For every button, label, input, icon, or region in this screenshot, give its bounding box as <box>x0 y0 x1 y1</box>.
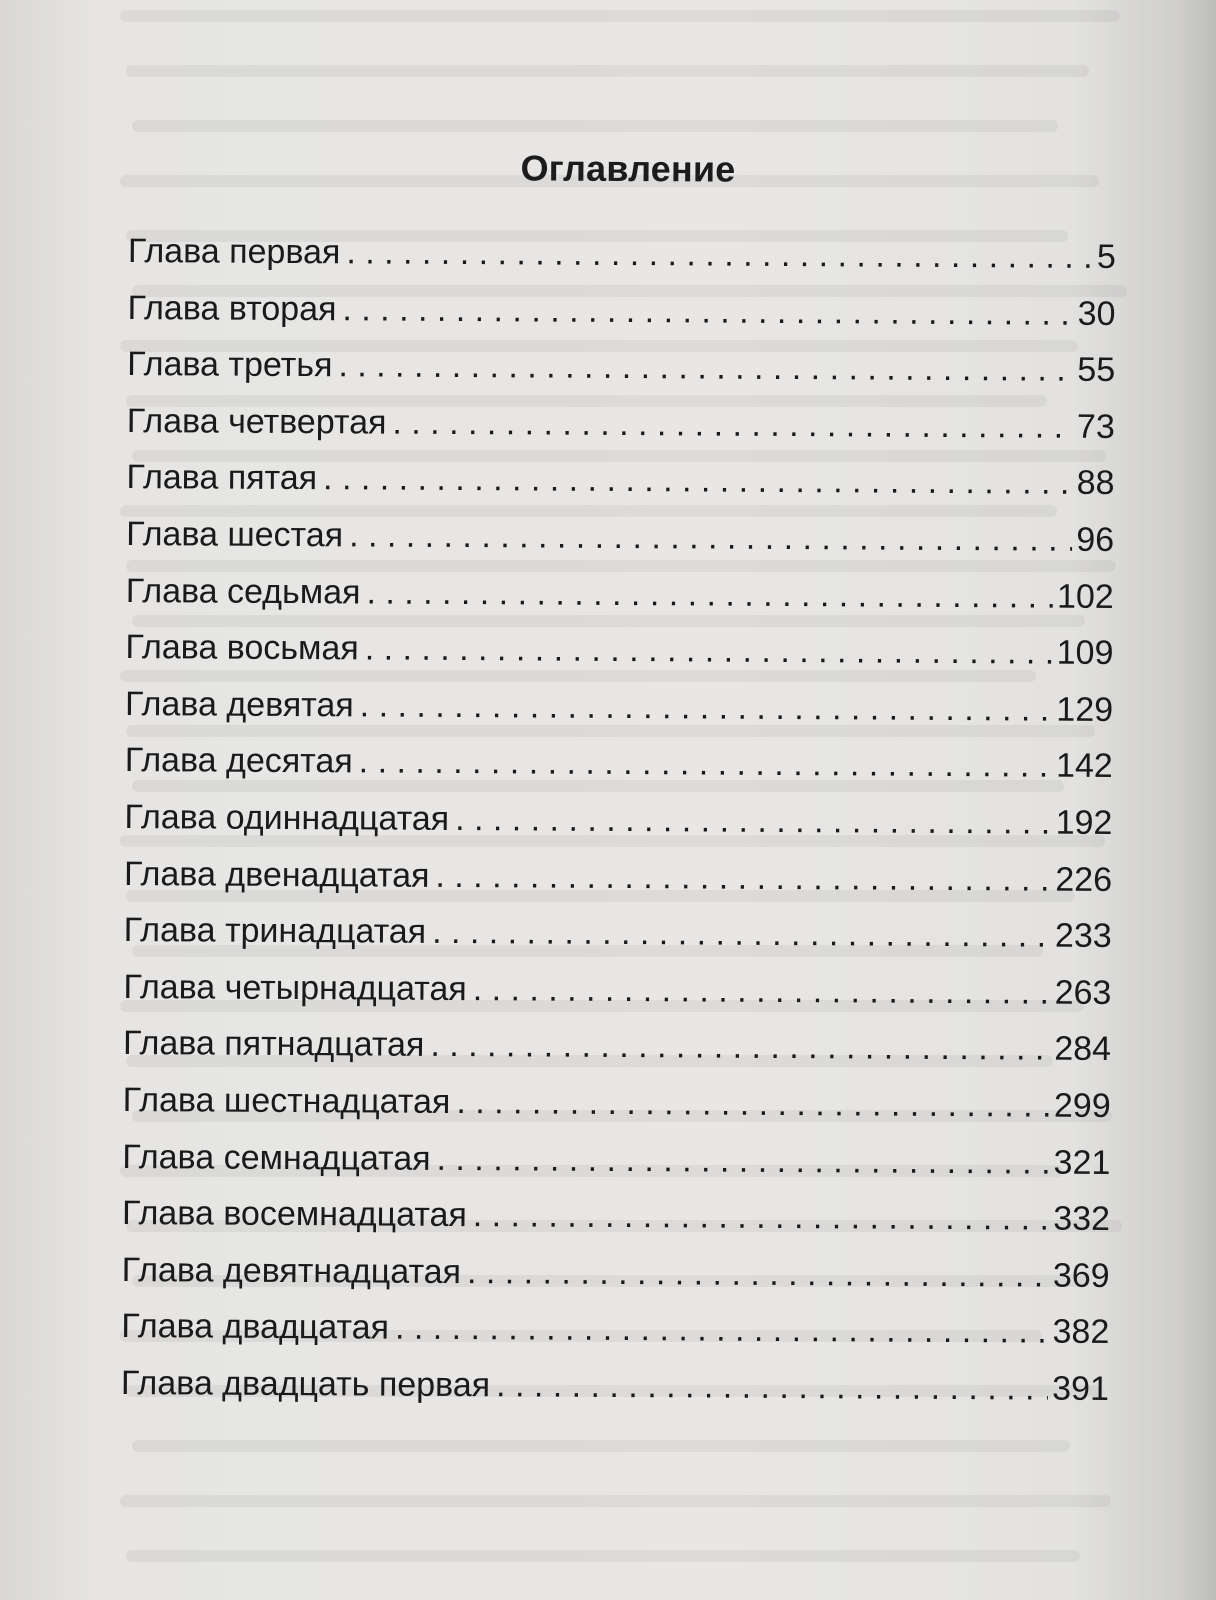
toc-entry <box>124 798 1112 861</box>
toc-entry <box>127 345 1115 408</box>
chapter-title: Глава седьмая <box>125 571 361 611</box>
toc-entry <box>124 855 1112 918</box>
chapter-title: Глава вторая <box>127 288 337 328</box>
dot-leader <box>323 460 1073 504</box>
show-through-line <box>120 10 1120 22</box>
chapter-title: Глава двадцать первая <box>120 1363 491 1405</box>
chapter-title: Глава семнадцатая <box>122 1137 431 1178</box>
chapter-title: Глава пятая <box>126 458 318 498</box>
chapter-title: Глава четвертая <box>126 401 387 442</box>
page-number: 233 <box>1054 916 1112 956</box>
chapter-title: Глава третья <box>127 345 333 385</box>
dot-leader <box>473 1196 1050 1239</box>
chapter-title: Глава девятая <box>125 684 354 725</box>
dot-leader <box>456 1083 1050 1126</box>
dot-leader <box>342 290 1073 333</box>
page-number: 382 <box>1052 1312 1110 1352</box>
page-number: 192 <box>1055 803 1113 842</box>
toc-entry <box>126 458 1114 521</box>
toc-entry <box>123 1024 1111 1087</box>
page-number: 30 <box>1077 294 1116 333</box>
dot-leader <box>365 630 1053 673</box>
chapter-title: Глава четырнадцатая <box>123 967 467 1008</box>
page-number: 109 <box>1056 633 1114 673</box>
page-number: 332 <box>1053 1199 1111 1239</box>
toc-entry <box>126 572 1114 635</box>
chapter-title: Глава одиннадцатая <box>124 797 450 838</box>
dot-leader <box>430 1026 1050 1069</box>
page-number: 96 <box>1076 520 1115 559</box>
chapter-title: Глава восемнадцатая <box>121 1194 467 1235</box>
chapter-title: Глава десятая <box>124 741 353 781</box>
toc-entry <box>126 515 1114 578</box>
page-number: 321 <box>1053 1143 1111 1182</box>
toc-entry <box>124 911 1112 974</box>
chapter-title: Глава двадцатая <box>121 1307 390 1347</box>
dot-leader <box>392 403 1073 446</box>
dot-leader <box>436 1139 1049 1182</box>
toc-entry <box>122 1081 1110 1144</box>
page-number: 226 <box>1055 860 1113 899</box>
toc-entry <box>127 402 1115 465</box>
toc-entry <box>121 1251 1109 1314</box>
page-number: 73 <box>1076 407 1115 446</box>
toc-entry <box>122 1137 1110 1200</box>
toc-entry <box>121 1364 1109 1427</box>
chapter-title: Глава шестнадцатая <box>122 1080 451 1121</box>
page-number: 263 <box>1054 973 1112 1012</box>
dot-leader <box>432 913 1051 956</box>
show-through-line <box>132 1440 1070 1452</box>
dot-leader <box>395 1309 1049 1352</box>
dot-leader <box>346 233 1093 277</box>
page-number: 102 <box>1056 577 1114 616</box>
page-number: 299 <box>1053 1086 1111 1125</box>
dot-leader <box>366 573 1053 616</box>
toc-entry <box>127 289 1115 352</box>
page-number: 55 <box>1077 350 1116 390</box>
toc-entry <box>121 1307 1109 1370</box>
page-number: 88 <box>1076 464 1115 503</box>
chapter-title: Глава шестая <box>126 514 344 555</box>
toc-entry <box>125 741 1113 804</box>
toc-entry <box>122 1194 1110 1257</box>
show-through-line <box>126 1550 1080 1562</box>
toc-entry <box>125 628 1113 691</box>
page-number: 142 <box>1055 747 1113 786</box>
dot-leader <box>496 1366 1048 1408</box>
toc-title: Оглавление <box>520 147 736 190</box>
page-number: 391 <box>1052 1369 1110 1408</box>
dot-leader <box>455 800 1052 843</box>
chapter-title: Глава первая <box>127 232 341 272</box>
dot-leader <box>360 686 1053 729</box>
chapter-title: Глава двенадцатая <box>123 854 430 895</box>
toc-entry <box>123 968 1111 1031</box>
table-of-contents <box>121 232 1116 1426</box>
page-number: 5 <box>1096 237 1116 277</box>
chapter-title: Глава девятнадцатая <box>121 1250 462 1291</box>
dot-leader <box>473 970 1051 1013</box>
dot-leader <box>359 743 1053 786</box>
dot-leader <box>349 516 1072 559</box>
show-through-line <box>132 120 1058 132</box>
show-through-line <box>126 65 1089 77</box>
page-number: 284 <box>1054 1029 1112 1069</box>
chapter-title: Глава пятнадцатая <box>122 1024 425 1065</box>
page-number: 369 <box>1052 1256 1110 1295</box>
dot-leader <box>338 346 1073 389</box>
toc-entry <box>128 232 1116 295</box>
toc-entry <box>125 685 1113 748</box>
show-through-line <box>120 1495 1111 1507</box>
dot-leader <box>435 856 1051 899</box>
page-number: 129 <box>1056 690 1114 729</box>
dot-leader <box>467 1253 1049 1296</box>
chapter-title: Глава тринадцатая <box>123 911 427 951</box>
chapter-title: Глава восьмая <box>125 628 359 668</box>
